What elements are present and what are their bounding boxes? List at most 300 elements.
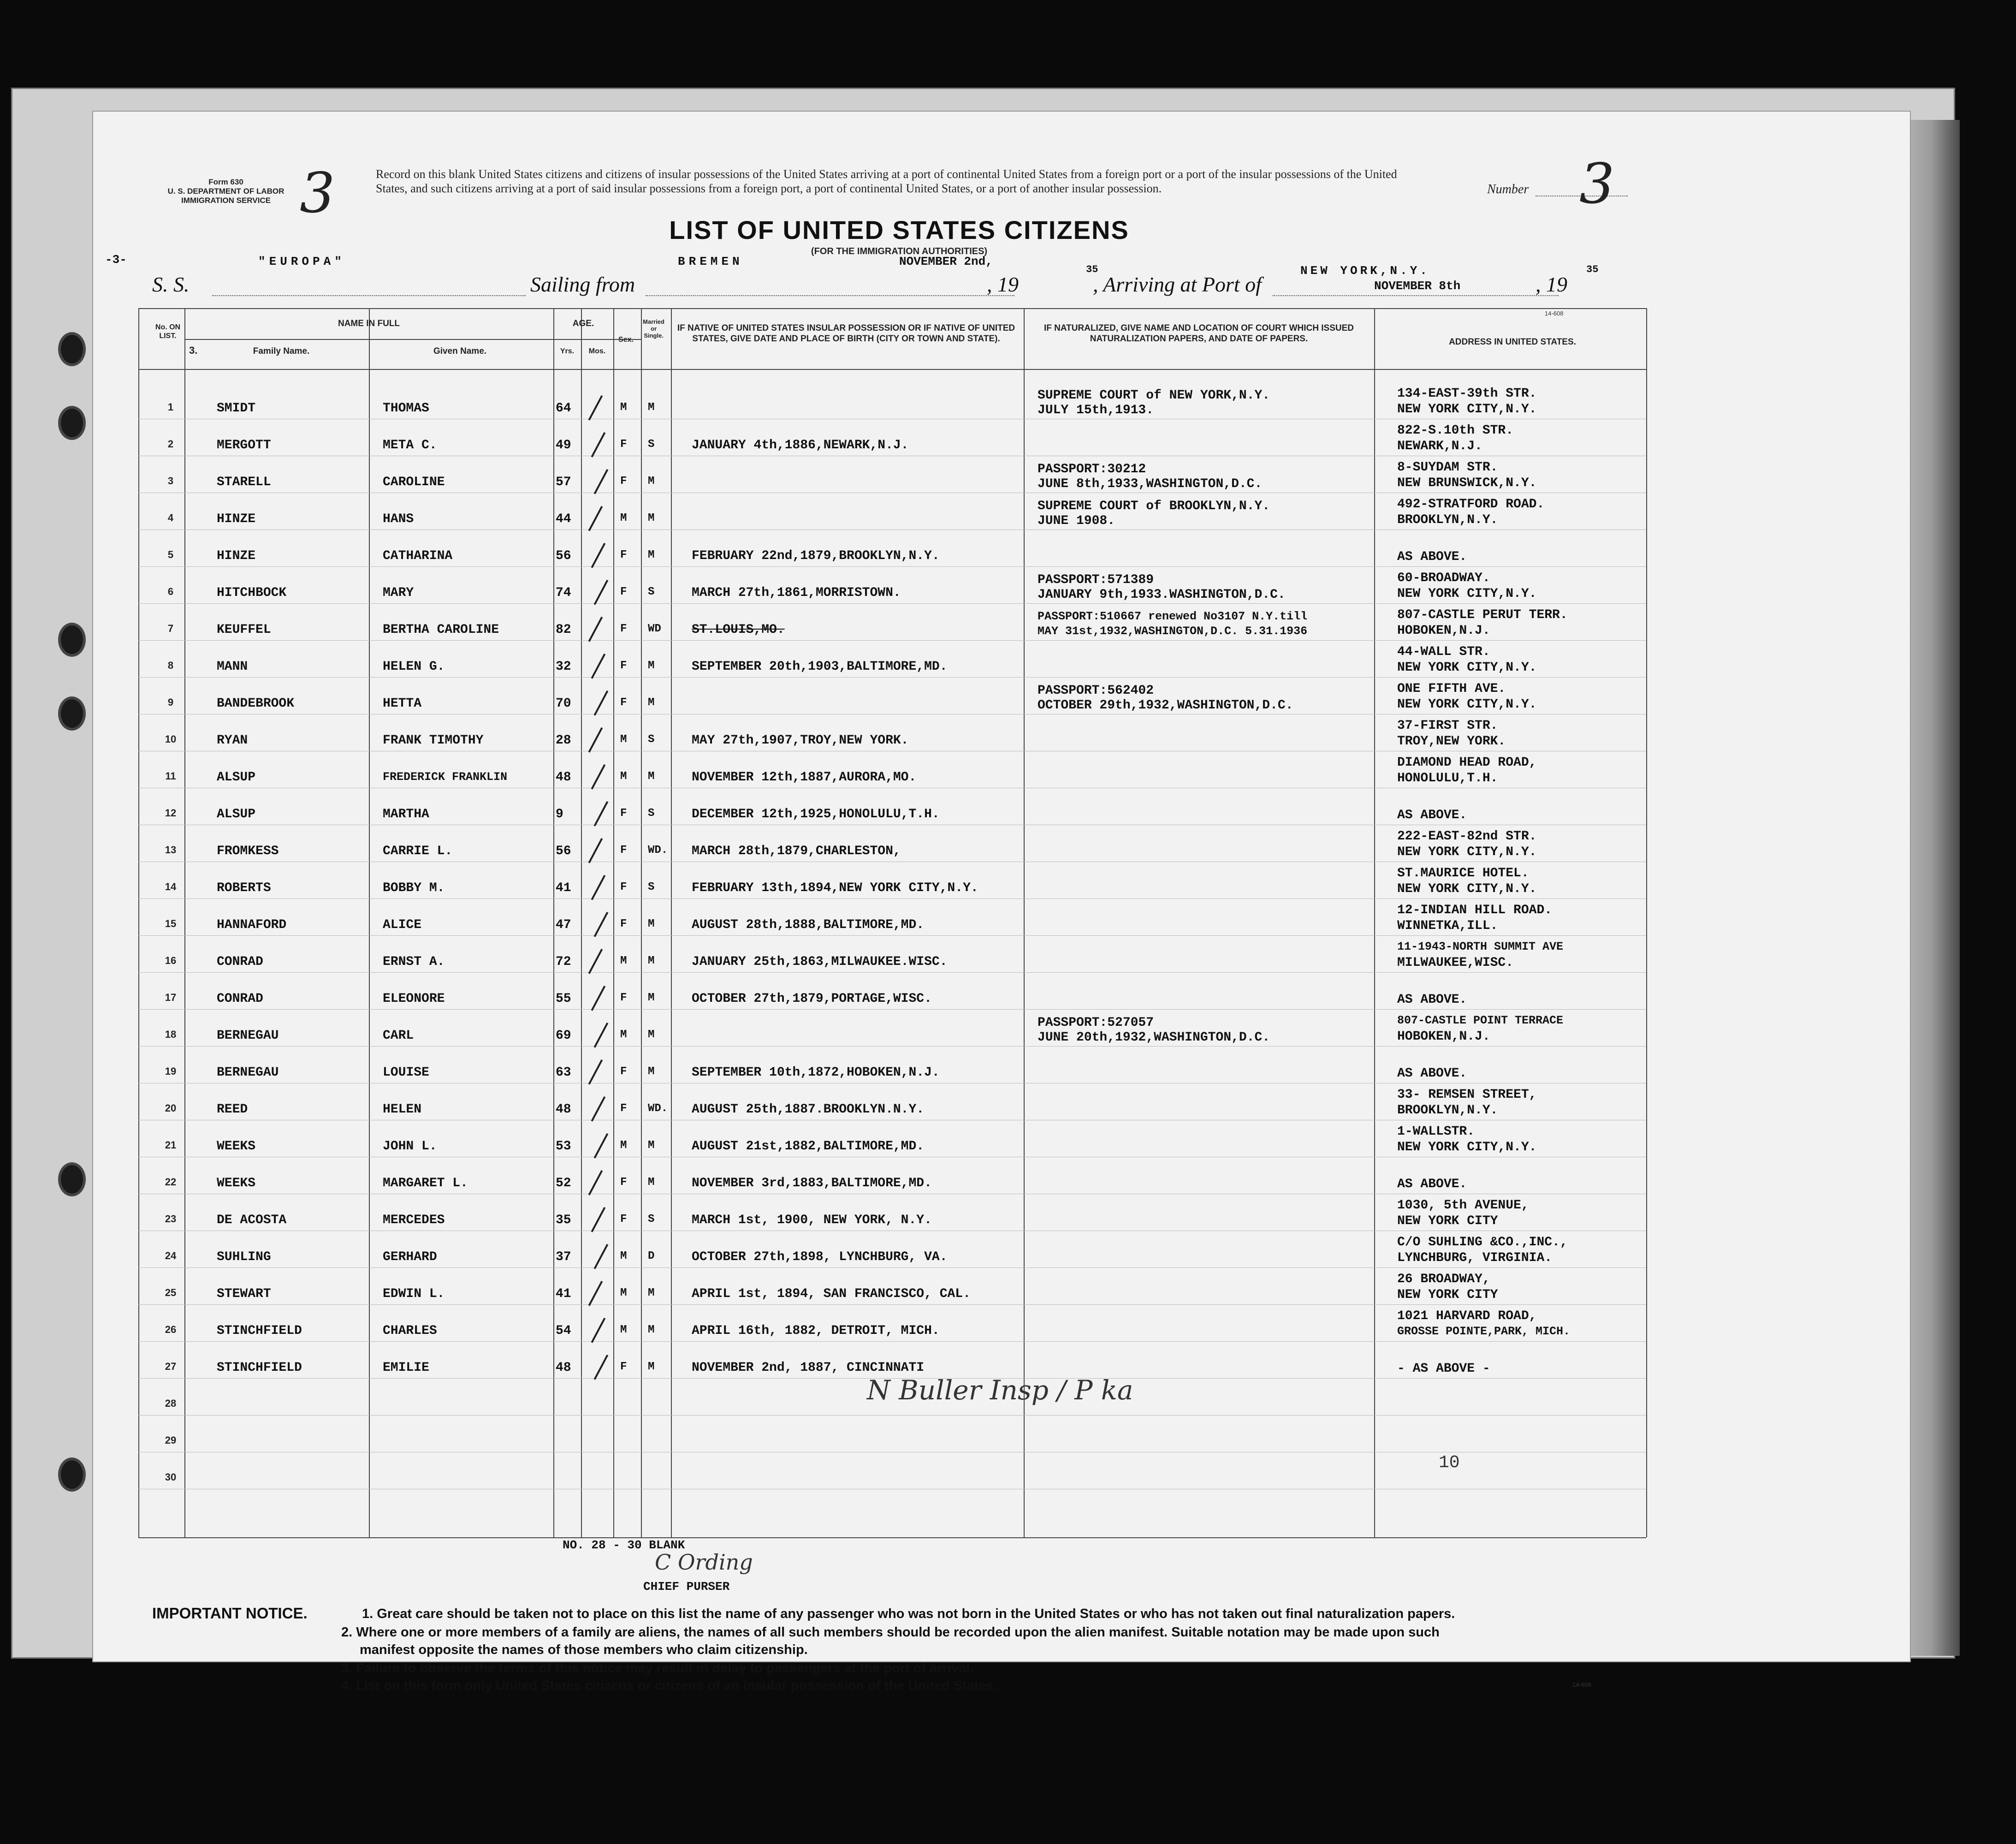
header-yrs: Yrs. [560, 347, 575, 355]
year-prefix-2: , 19 [1536, 273, 1567, 296]
column-rule [1646, 308, 1647, 1537]
sex: F [620, 623, 627, 635]
sex: M [620, 733, 627, 746]
marital-status: M [648, 992, 655, 1004]
notice-lead: IMPORTANT NOTICE. [152, 1605, 308, 1622]
sex: F [620, 881, 627, 893]
row-number: 29 [165, 1434, 177, 1446]
naturalization-line-2: JULY 15th,1913. [1038, 403, 1154, 417]
page-title: LIST OF UNITED STATES CITIZENS [669, 215, 1129, 244]
blank-note: NO. 28 - 30 BLANK [563, 1538, 685, 1552]
header-mos: Mos. [588, 347, 606, 355]
given-name: BERTHA CAROLINE [383, 623, 499, 637]
sailing-label: Sailing from [530, 273, 635, 296]
age-years: 56 [556, 549, 571, 563]
address-line-1: 134-EAST-39th STR. [1397, 387, 1537, 401]
row-number: 25 [165, 1287, 177, 1298]
given-name: THOMAS [383, 401, 429, 416]
given-name: CATHARINA [383, 549, 453, 563]
row-rule [138, 529, 1646, 530]
naturalization-line-2: JANUARY 9th,1933.WASHINGTON,D.C. [1038, 588, 1286, 602]
birth-info: MARCH 1st, 1900, NEW YORK, N.Y. [692, 1213, 932, 1227]
age-years: 35 [556, 1213, 571, 1227]
sailing-port: BREMEN [678, 255, 743, 268]
header-family-name: Family Name. [253, 346, 310, 356]
marital-status: M [648, 512, 655, 524]
naturalization-line-1: PASSPORT:30212 [1038, 462, 1146, 476]
arrival-year: 35 [1586, 264, 1599, 275]
given-name: MARY [383, 586, 414, 600]
punch-hole [58, 696, 86, 731]
row-number: 1 [167, 401, 174, 413]
sex: M [620, 770, 627, 783]
family-name: ALSUP [217, 770, 256, 785]
row-number: 15 [165, 918, 177, 929]
sex: F [620, 807, 627, 820]
naturalization-line-2: JUNE 1908. [1038, 514, 1115, 528]
given-name: MARTHA [383, 807, 429, 821]
header-married: Married or Single. [643, 318, 664, 339]
row-number: 16 [165, 955, 177, 966]
birth-info: DECEMBER 12th,1925,HONOLULU,T.H. [692, 807, 940, 821]
given-name: FRANK TIMOTHY [383, 733, 484, 748]
family-name: STINCHFIELD [217, 1361, 302, 1375]
address-line-1: 222-EAST-82nd STR. [1397, 829, 1537, 844]
address-line-2: NEW YORK CITY,N.Y. [1397, 882, 1537, 896]
form-info [152, 178, 300, 205]
marital-status: S [648, 733, 655, 746]
row-number: 27 [165, 1361, 177, 1372]
sex: F [620, 1213, 627, 1225]
row-number: 18 [165, 1029, 177, 1040]
given-name: JOHN L. [383, 1139, 437, 1154]
sex: F [620, 475, 627, 488]
row-number: 5 [167, 549, 174, 560]
sex: M [620, 512, 627, 524]
row-number: 26 [165, 1324, 177, 1335]
marital-status: S [648, 586, 655, 598]
family-name: WEEKS [217, 1176, 256, 1190]
birth-info: SEPTEMBER 20th,1903,BALTIMORE,MD. [692, 660, 948, 674]
header-rule [138, 308, 1646, 309]
table-bottom-rule [138, 1537, 1646, 1538]
year-prefix-1: , 19 [987, 273, 1019, 296]
given-name: MERCEDES [383, 1213, 445, 1227]
page-subtitle: (FOR THE IMMIGRATION AUTHORITIES) [811, 246, 988, 256]
address-line-2: BROOKLYN,N.Y. [1397, 1103, 1498, 1118]
address-line-2: NEW YORK CITY,N.Y. [1397, 1140, 1537, 1154]
address-line-1: 1021 HARVARD ROAD, [1397, 1309, 1537, 1323]
marital-status: WD. [648, 844, 668, 857]
sex: M [620, 1139, 627, 1152]
handwritten-number: 3 [1579, 152, 1615, 216]
row-number: 20 [165, 1102, 177, 1114]
sex: M [620, 1029, 627, 1041]
notice-item-2a: 2. Where one or more members of a family are aliens, the names of all such members should be recorded upon the alien manifest. Suitable notation may be made upon such [341, 1625, 1440, 1640]
list-marker: -3- [105, 253, 127, 267]
family-name: ALSUP [217, 807, 256, 821]
address-line-2: AS ABOVE. [1397, 1177, 1467, 1191]
row-number: 30 [165, 1471, 177, 1483]
sex: M [620, 1250, 627, 1262]
punch-hole [58, 406, 86, 440]
given-name: ERNST A. [383, 955, 445, 969]
family-name: BERNEGAU [217, 1065, 279, 1080]
address-line-1: 822-S.10th STR. [1397, 423, 1514, 438]
marital-status: S [648, 807, 655, 820]
sex: M [620, 955, 627, 967]
marital-status: D [648, 1250, 655, 1262]
age-years: 57 [556, 475, 571, 489]
address-line-2: GROSSE POINTE,PARK, MICH. [1397, 1325, 1571, 1338]
naturalization-line-1: PASSPORT:571389 [1038, 573, 1154, 587]
address-line-1: 1030, 5th AVENUE, [1397, 1198, 1529, 1213]
family-name: FROMKESS [217, 844, 279, 858]
sex: F [620, 1102, 627, 1115]
punch-hole [58, 1162, 86, 1196]
marital-status: M [648, 549, 655, 561]
header-age: AGE. [572, 319, 594, 328]
given-name: CARL [383, 1029, 414, 1043]
notice-item-3: 3. Failure to observe the terms of this notice may result in delay to passengers at the port of arrival. [341, 1661, 974, 1676]
given-name: META C. [383, 438, 437, 452]
given-name: HELEN [383, 1102, 422, 1117]
age-years: 53 [556, 1139, 571, 1154]
birth-info: JANUARY 25th,1863,MILWAUKEE.WISC. [692, 955, 948, 969]
header-rule [138, 369, 1646, 370]
family-name: BERNEGAU [217, 1029, 279, 1043]
family-name: HITCHBOCK [217, 586, 287, 600]
address-line-1: 492-STRATFORD ROAD. [1397, 497, 1545, 512]
age-years: 64 [556, 401, 571, 416]
given-name: CHARLES [383, 1324, 437, 1338]
age-years: 69 [556, 1029, 571, 1043]
age-years: 48 [556, 1102, 571, 1117]
arrival-port: NEW YORK,N.Y. [1300, 264, 1430, 278]
naturalization-line-1: PASSPORT:562402 [1038, 684, 1154, 698]
row-number: 7 [167, 623, 174, 634]
address-line-2: WINNETKA,ILL. [1397, 919, 1498, 933]
row-rule [138, 566, 1646, 567]
age-years: 52 [556, 1176, 571, 1190]
row-number: 12 [165, 807, 177, 819]
form-code-bottom: 14-608 [1572, 1681, 1591, 1688]
row-rule [138, 1009, 1646, 1010]
address-line-2: - AS ABOVE - [1397, 1362, 1490, 1376]
row-number: 8 [167, 660, 174, 671]
address-line-1: 37-FIRST STR. [1397, 719, 1498, 733]
birth-info: FEBRUARY 13th,1894,NEW YORK CITY,N.Y. [692, 881, 978, 895]
marital-status: M [648, 770, 655, 783]
address-line-1: 33- REMSEN STREET, [1397, 1088, 1537, 1102]
naturalization-line-2: JUNE 20th,1932,WASHINGTON,D.C. [1038, 1030, 1270, 1045]
header-list-no: 3. [189, 345, 198, 356]
birth-info: ST.LOUIS,MO. [692, 623, 785, 637]
birth-info: OCTOBER 27th,1898, LYNCHBURG, VA. [692, 1250, 948, 1264]
header-sex: Sex. [618, 336, 634, 344]
row-rule [138, 1341, 1646, 1342]
address-line-2: NEWARK,N.J. [1397, 439, 1482, 453]
sailing-date: NOVEMBER 2nd, [899, 255, 993, 268]
row-rule [138, 1267, 1646, 1268]
marital-status: M [648, 1029, 655, 1041]
given-name: ELEONORE [383, 992, 445, 1006]
row-number: 10 [165, 733, 177, 745]
family-name: SMIDT [217, 401, 256, 416]
sex: F [620, 1361, 627, 1373]
row-rule [138, 677, 1646, 678]
age-years: 41 [556, 1287, 571, 1301]
header-address: ADDRESS IN UNITED STATES. [1449, 337, 1576, 347]
header-naturalized: IF NATURALIZED, GIVE NAME AND LOCATION OF COURT WHICH ISSUED NATURALIZATION PAPERS, AND DATE OF PAPERS. [1044, 323, 1354, 344]
age-years: 63 [556, 1065, 571, 1080]
family-name: CONRAD [217, 992, 263, 1006]
row-rule [138, 898, 1646, 899]
naturalization-line-2: JUNE 8th,1933,WASHINGTON,D.C. [1038, 477, 1263, 491]
family-name: RYAN [217, 733, 248, 748]
marital-status: M [648, 1287, 655, 1299]
ss-label: S. S. [152, 273, 190, 296]
address-line-1: 807-CASTLE POINT TERRACE [1397, 1014, 1564, 1027]
given-name: HELEN G. [383, 660, 445, 674]
ship-name: "EUROPA" [258, 255, 345, 268]
age-years: 32 [556, 660, 571, 674]
age-years: 37 [556, 1250, 571, 1264]
family-name: STARELL [217, 475, 271, 489]
birth-info: AUGUST 28th,1888,BALTIMORE,MD. [692, 918, 925, 932]
address-line-1: C/O SUHLING &CO.,INC., [1397, 1235, 1568, 1249]
sex: F [620, 1065, 627, 1078]
birth-info: NOVEMBER 2nd, 1887, CINCINNATI [692, 1361, 925, 1375]
family-name: ROBERTS [217, 881, 271, 895]
birth-info: AUGUST 25th,1887.BROOKLYN.N.Y. [692, 1102, 925, 1117]
family-name: STEWART [217, 1287, 271, 1301]
marital-status: M [648, 1361, 655, 1373]
marital-status: M [648, 918, 655, 930]
sex: F [620, 586, 627, 598]
given-name: CAROLINE [383, 475, 445, 489]
given-name: LOUISE [383, 1065, 429, 1080]
address-line-1: DIAMOND HEAD ROAD, [1397, 755, 1537, 770]
row-rule [138, 603, 1646, 604]
family-name: CONRAD [217, 955, 263, 969]
row-number: 6 [167, 586, 174, 597]
marital-status: S [648, 438, 655, 451]
address-line-1: ONE FIFTH AVE. [1397, 682, 1506, 696]
sex: F [620, 438, 627, 451]
family-name: HINZE [217, 549, 256, 563]
naturalization-line-2: MAY 31st,1932,WASHINGTON,D.C. 5.31.1936 [1038, 625, 1308, 638]
age-years: 48 [556, 1361, 571, 1375]
birth-info: SEPTEMBER 10th,1872,HOBOKEN,N.J. [692, 1065, 940, 1080]
address-line-1: 1-WALLSTR. [1397, 1124, 1475, 1139]
service: IMMIGRATION SERVICE [181, 196, 271, 205]
given-name: BOBBY M. [383, 881, 445, 895]
given-name: GERHARD [383, 1250, 437, 1264]
marital-status: M [648, 475, 655, 488]
row-number: 2 [167, 438, 174, 450]
sex: M [620, 1324, 627, 1336]
sex: F [620, 696, 627, 709]
birth-info: MAY 27th,1907,TROY,NEW YORK. [692, 733, 909, 748]
address-line-2: AS ABOVE. [1397, 550, 1467, 564]
row-number: 3 [167, 475, 174, 487]
sailing-line [646, 295, 1014, 296]
age-years: 55 [556, 992, 571, 1006]
address-line-1: 26 BROADWAY, [1397, 1272, 1490, 1286]
row-rule [138, 1415, 1646, 1416]
handwritten-list-number: 3 [300, 161, 335, 226]
address-line-1: 807-CASTLE PERUT TERR. [1397, 608, 1568, 622]
age-years: 56 [556, 844, 571, 858]
purser-signature: C Ording [655, 1550, 753, 1575]
family-name: BANDEBROOK [217, 696, 295, 711]
row-number: 13 [165, 844, 177, 856]
row-rule [138, 1304, 1646, 1305]
naturalization-line-1: SUPREME COURT of BROOKLYN,N.Y. [1038, 499, 1270, 513]
notice-item-4: 4. List on this form only United States citizens or citizens of an insular possession of the United States. [341, 1678, 997, 1693]
number-label: Number [1487, 182, 1529, 196]
address-line-2: NEW YORK CITY,N.Y. [1397, 402, 1537, 416]
age-years: 82 [556, 623, 571, 637]
address-line-1: 8-SUYDAM STR. [1397, 460, 1498, 475]
marital-status: M [648, 1139, 655, 1152]
sex: F [620, 918, 627, 930]
given-name: FREDERICK FRANKLIN [383, 770, 508, 784]
family-name: MANN [217, 660, 248, 674]
row-number: 19 [165, 1065, 177, 1077]
notice-item-2b: manifest opposite the names of those members who claim citizenship. [360, 1642, 808, 1657]
age-years: 9 [556, 807, 563, 821]
row-number: 24 [165, 1250, 177, 1261]
birth-info: JANUARY 4th,1886,NEWARK,N.J. [692, 438, 909, 452]
age-years: 47 [556, 918, 571, 932]
row-number: 23 [165, 1213, 177, 1225]
row-rule [138, 935, 1646, 936]
sex: M [620, 401, 627, 414]
sex: F [620, 549, 627, 561]
address-line-1: ST.MAURICE HOTEL. [1397, 866, 1529, 880]
address-line-1: 12-INDIAN HILL ROAD. [1397, 903, 1553, 917]
address-line-1: 11-1943-NORTH SUMMIT AVE [1397, 940, 1564, 953]
row-number: 17 [165, 992, 177, 1003]
given-name: EMILIE [383, 1361, 429, 1375]
sex: M [620, 1287, 627, 1299]
birth-info: NOVEMBER 12th,1887,AURORA,MO. [692, 770, 917, 785]
header-name-in-full: NAME IN FULL [338, 319, 400, 328]
row-number: 14 [165, 881, 177, 892]
birth-info: NOVEMBER 3rd,1883,BALTIMORE,MD. [692, 1176, 932, 1190]
given-name: HANS [383, 512, 414, 526]
family-name: KEUFFEL [217, 623, 271, 637]
address-line-2: HOBOKEN,N.J. [1397, 624, 1490, 638]
header-no-on-list: No. ON LIST. [155, 323, 181, 340]
age-years: 54 [556, 1324, 571, 1338]
age-years: 72 [556, 955, 571, 969]
birth-info: APRIL 16th, 1882, DETROIT, MICH. [692, 1324, 940, 1338]
sex: F [620, 992, 627, 1004]
marital-status: S [648, 881, 655, 893]
arrival-line [1273, 295, 1559, 296]
purser-title: CHIEF PURSER [643, 1580, 730, 1594]
family-name: WEEKS [217, 1139, 256, 1154]
age-years: 44 [556, 512, 571, 526]
row-number: 22 [165, 1176, 177, 1188]
instructions: Record on this blank United States citizens and citizens of insular possessions of the United States arriving at a port of continental United States from a foreign port or a port of the insular possessions of the United States, and such citizens arriving at a port of said insular possessions from a foreign port, a port of continental United States, or a port of another insular possession. [376, 167, 1397, 195]
punch-hole [58, 1457, 86, 1492]
subheader-rule [184, 339, 641, 340]
row-rule [138, 972, 1646, 973]
family-name: HANNAFORD [217, 918, 287, 932]
family-name: DE ACOSTA [217, 1213, 287, 1227]
header-birth: IF NATIVE OF UNITED STATES INSULAR POSSESSION OR IF NATIVE OF UNITED STATES, GIVE DATE AND PLACE OF BIRTH (CITY OR TOWN AND STATE). [677, 323, 1015, 344]
arriving-label: , Arriving at Port of [1093, 273, 1262, 296]
birth-info: MARCH 27th,1861,MORRISTOWN. [692, 586, 901, 600]
form-number: Form 630 [208, 178, 243, 186]
marital-status: S [648, 1213, 655, 1225]
birth-info: AUGUST 21st,1882,BALTIMORE,MD. [692, 1139, 925, 1154]
family-name: HINZE [217, 512, 256, 526]
marital-status: M [648, 1324, 655, 1336]
row-number: 21 [165, 1139, 177, 1151]
page-number: 10 [1439, 1453, 1460, 1473]
age-years: 41 [556, 881, 571, 895]
marital-status: M [648, 1176, 655, 1189]
given-name: ALICE [383, 918, 422, 932]
address-line-2: NEW YORK CITY [1397, 1214, 1498, 1228]
address-line-2: NEW BRUNSWICK,N.Y. [1397, 476, 1537, 490]
address-line-2: LYNCHBURG, VIRGINIA. [1397, 1251, 1553, 1265]
birth-info: OCTOBER 27th,1879,PORTAGE,WISC. [692, 992, 932, 1006]
birth-info: MARCH 28th,1879,CHARLESTON, [692, 844, 901, 858]
form-code-top: 14-608 [1545, 310, 1564, 317]
age-years: 48 [556, 770, 571, 785]
address-line-2: AS ABOVE. [1397, 1066, 1467, 1081]
address-line-2: NEW YORK CITY,N.Y. [1397, 845, 1537, 859]
sex: F [620, 660, 627, 672]
row-rule [138, 1046, 1646, 1047]
punch-hole [58, 623, 86, 657]
address-line-2: BROOKLYN,N.Y. [1397, 513, 1498, 527]
given-name: CARRIE L. [383, 844, 453, 858]
address-line-2: NEW YORK CITY,N.Y. [1397, 660, 1537, 675]
naturalization-line-1: SUPREME COURT of NEW YORK,N.Y. [1038, 388, 1270, 403]
address-line-2: AS ABOVE. [1397, 993, 1467, 1007]
marital-status: M [648, 1065, 655, 1078]
address-line-2: NEW YORK CITY,N.Y. [1397, 697, 1537, 712]
department: U. S. DEPARTMENT OF LABOR [167, 187, 285, 196]
age-years: 28 [556, 733, 571, 748]
naturalization-line-1: PASSPORT:527057 [1038, 1016, 1154, 1030]
notice-item-1: 1. Great care should be taken not to place on this list the name of any passenger who was not born in the United States or who has not taken out final naturalization papers. [362, 1606, 1455, 1621]
punch-hole [58, 332, 86, 366]
inspector-signature: N Buller Insp / P ka [867, 1374, 1133, 1406]
age-years: 70 [556, 696, 571, 711]
address-line-1: 44-WALL STR. [1397, 645, 1490, 659]
marital-status: WD. [648, 1102, 668, 1115]
row-number: 28 [165, 1398, 177, 1409]
sex: F [620, 844, 627, 857]
row-number: 4 [167, 512, 174, 523]
marital-status: M [648, 955, 655, 967]
address-line-2: HONOLULU,T.H. [1397, 771, 1498, 785]
given-name: HETTA [383, 696, 422, 711]
address-line-2: AS ABOVE. [1397, 808, 1467, 822]
address-line-2: NEW YORK CITY,N.Y. [1397, 587, 1537, 601]
age-years: 49 [556, 438, 571, 452]
birth-info: APRIL 1st, 1894, SAN FRANCISCO, CAL. [692, 1287, 971, 1301]
arrival-date: NOVEMBER 8th [1374, 279, 1461, 293]
